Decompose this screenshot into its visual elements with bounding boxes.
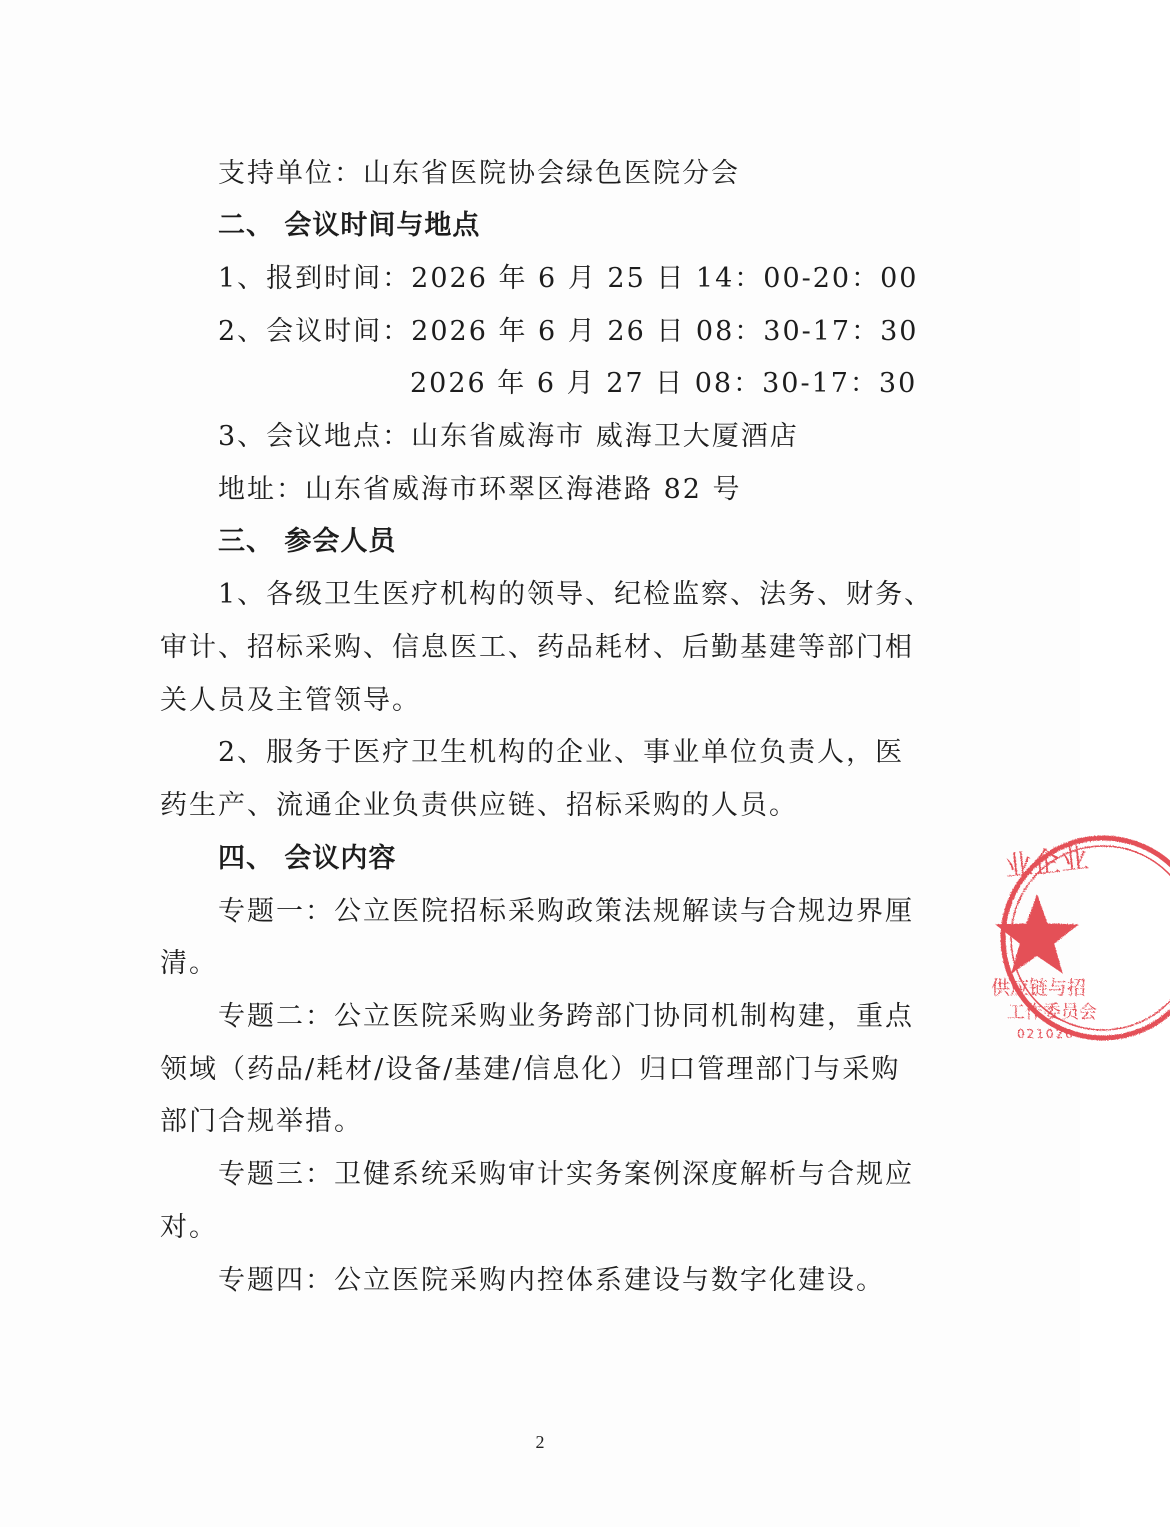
topic-2-line-3: 部门合规举措。 [160, 1106, 363, 1137]
attendees-item-2-line-1: 2、服务于医疗卫生机构的企业、事业单位负责人，医 [218, 737, 905, 768]
seal-org-text: 供应链与招 [991, 977, 1087, 999]
page-number: 2 [535, 1432, 545, 1452]
seal-code-text: 021020 [1017, 1027, 1075, 1041]
section-two-heading: 二、 会议时间与地点 [218, 210, 481, 241]
topic-2-line-2: 领域（药品/耗材/设备/基建/信息化）归口管理部门与采购 [160, 1054, 901, 1085]
meeting-time-line-2: 2026 年 6 月 27 日 08：30-17：30 [410, 368, 918, 399]
address-line: 地址：山东省威海市环翠区海港路 82 号 [218, 474, 742, 505]
seal-arc-text: 业企业 [1002, 841, 1090, 884]
meeting-time-line: 2、会议时间：2026 年 6 月 26 日 08：30-17：30 [218, 316, 919, 347]
section-four-heading: 四、 会议内容 [218, 843, 397, 874]
topic-4-line: 专题四：公立医院采购内控体系建设与数字化建设。 [218, 1265, 885, 1296]
topic-3-line-1: 专题三：卫健系统采购审计实务案例深度解析与合规应 [218, 1159, 914, 1190]
attendees-item-2-line-2: 药生产、流通企业负责供应链、招标采购的人员。 [160, 790, 798, 821]
topic-2-line-1: 专题二：公立医院采购业务跨部门协同机制构建，重点 [218, 1001, 914, 1032]
attendees-item-1-line-3: 关人员及主管领导。 [160, 685, 421, 716]
attendees-item-1-line-1: 1、各级卫生医疗机构的领导、纪检监察、法务、财务、 [218, 579, 934, 610]
topic-1-line-2: 清。 [160, 948, 218, 979]
supporting-unit-line: 支持单位：山东省医院协会绿色医院分会 [218, 158, 740, 189]
attendees-item-1-line-2: 审计、招标采购、信息医工、药品耗材、后勤基建等部门相 [160, 632, 914, 663]
topic-3-line-2: 对。 [160, 1212, 218, 1243]
meeting-location-line: 3、会议地点：山东省威海市 威海卫大厦酒店 [218, 421, 799, 452]
official-seal-stamp [985, 828, 1135, 1048]
section-three-heading: 三、 参会人员 [218, 526, 397, 557]
seal-committee-text: 工作委员会 [1007, 1002, 1097, 1023]
topic-1-line-1: 专题一：公立医院招标采购政策法规解读与合规边界厘 [218, 896, 914, 927]
registration-time-line: 1、报到时间：2026 年 6 月 25 日 14：00-20：00 [218, 263, 919, 294]
